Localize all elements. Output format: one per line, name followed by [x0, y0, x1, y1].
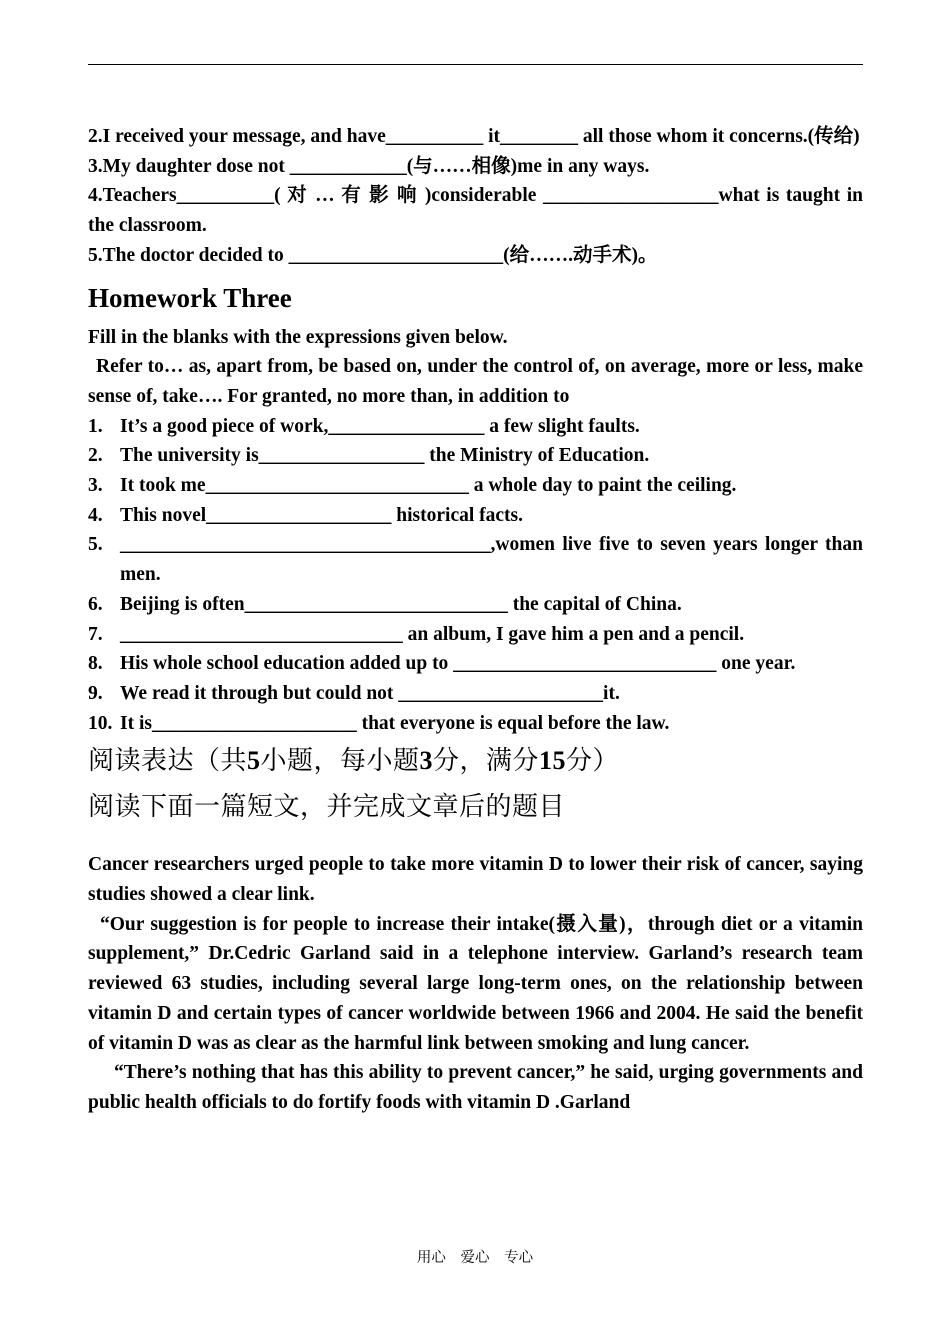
question-2: 2.I received your message, and have__________ it________ all those whom it concerns.(传给) — [88, 126, 860, 147]
list-item: 8. His whole school education added up to ___________________________ one year. — [88, 653, 796, 675]
list-item: 1. It’s a good piece of work,________________ a few slight faults. — [88, 415, 640, 437]
passage-paragraph: Cancer researchers urged people to take more vitamin D to lower their risk of cancer, saying studies showed a clear link. — [88, 854, 863, 906]
list-item: 9. We read it through but could not _____________________it. — [88, 682, 620, 704]
list-item: 3. It took me___________________________ a whole day to paint the ceiling. — [88, 475, 737, 497]
section-subheading: 阅读下面一篇短文，并完成文章后的题目 — [88, 792, 566, 823]
document-body — [88, 122, 863, 1118]
homework-title: Homework Three — [88, 282, 292, 313]
question-3: 3.My daughter dose not ____________(与……相像)me in any ways. — [88, 155, 650, 177]
list-item: 7. _____________________________ an album, I gave him a pen and a pencil. — [88, 623, 745, 645]
question-4: 4.Teachers__________( 对 … 有 影 响 )considerable __________________what is taught in the classroom. — [88, 185, 863, 237]
instruction: Fill in the blanks with the expressions given below. — [88, 326, 508, 348]
list-item: 10. It is_____________________ that everyone is equal before the law. — [88, 712, 670, 734]
exercise-list — [88, 412, 863, 739]
expression-list: Refer to… as, apart from, be based on, under the control of, on average, more or less, make sense of, take…. For granted, no more than, in addition to — [88, 356, 863, 407]
list-item: 2. The university is_________________ the Ministry of Education. — [88, 445, 650, 467]
question-5: 5.The doctor decided to ______________________(给…….动手术)。 — [88, 244, 658, 266]
page-footer: 用心 爱心 专心 — [416, 1250, 534, 1266]
list-item: 5. ______________________________________,women live five to seven years longer than men. — [88, 534, 863, 586]
section-heading: 阅读表达（共5小题，每小题3分，满分15分） — [88, 746, 620, 777]
header-rule — [88, 64, 863, 65]
list-item: 4. This novel___________________ historical facts. — [88, 504, 523, 526]
passage-paragraph: “There’s nothing that has this ability to prevent cancer,” he said, urging governments and public health officials to do fortify foods with vitamin D .Garland — [88, 1062, 863, 1113]
list-item: 6. Beijing is often___________________________ the capital of China. — [88, 593, 682, 615]
passage-paragraph: “Our suggestion is for people to increase their intake(摄入量)，through diet or a vitamin supplement,” Dr.Cedric Garland said in a telephone interview. Garland’s research team reviewed 63 studies, including several large long-term ones, on the relationship between vitamin D and certain types of cancer worldwide between 1966 and 2004. He said the benefit of vitamin D was as clear as the harmful link between smoking and lung cancer. — [88, 913, 863, 1054]
